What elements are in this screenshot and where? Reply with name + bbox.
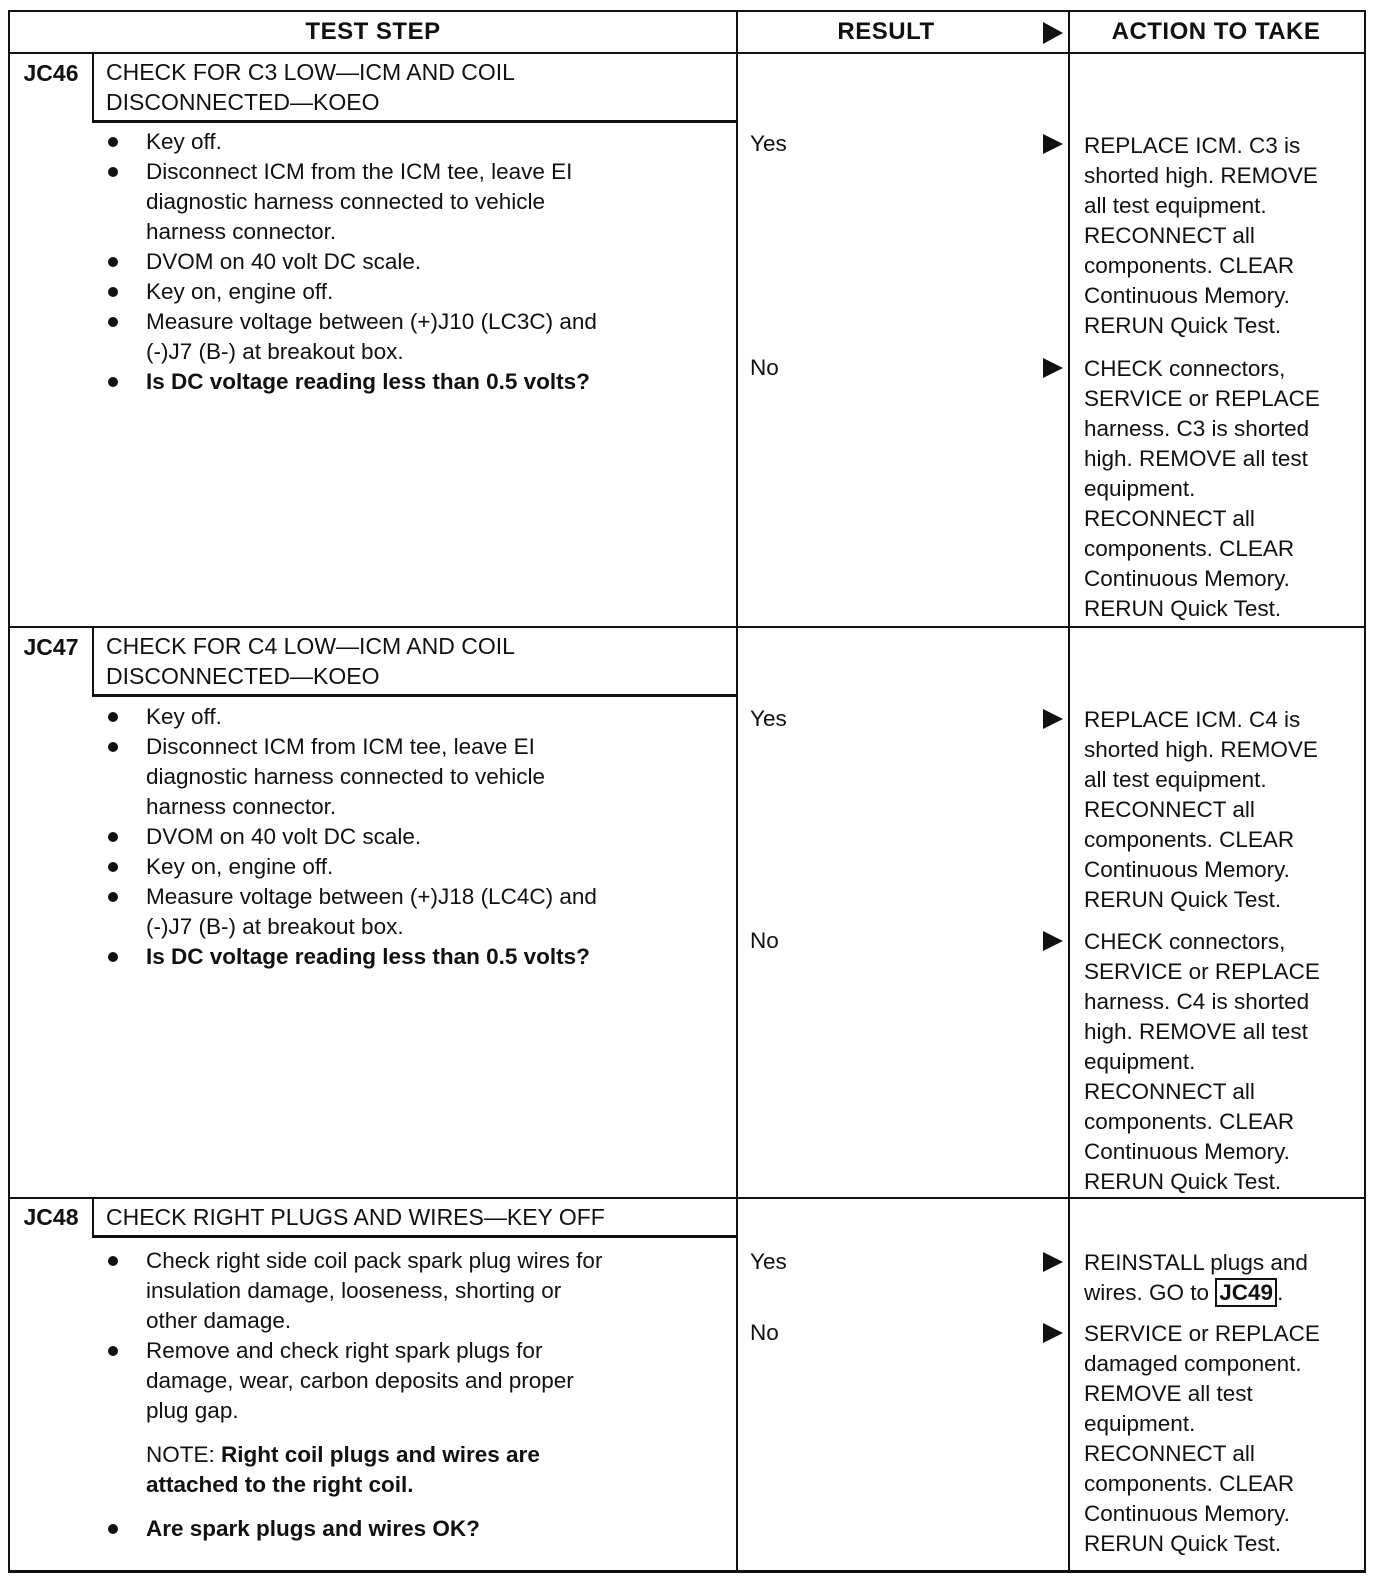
arrow-icon bbox=[1043, 931, 1063, 951]
diagnostic-table bbox=[8, 10, 1366, 1573]
arrow-icon bbox=[1043, 1323, 1063, 1343]
step-reference-link[interactable]: JC49 bbox=[1215, 1278, 1277, 1307]
step-id: JC48 bbox=[23, 1204, 79, 1230]
step-id: JC47 bbox=[23, 634, 79, 660]
result-yes: Yes bbox=[750, 1249, 787, 1274]
bullet-item: Disconnect ICM from ICM tee, leave EI diagnostic harness connected to vehicle harness connector. bbox=[104, 732, 734, 822]
bullet-item: Key off. bbox=[104, 702, 734, 732]
header-test-step: TEST STEP bbox=[305, 18, 441, 45]
arrow-icon bbox=[1043, 134, 1063, 154]
step-id: JC46 bbox=[23, 60, 79, 86]
bullet-item: Check right side coil pack spark plug wires for insulation damage, looseness, shorting or other damage. bbox=[104, 1246, 734, 1336]
bullet-item: Disconnect ICM from the ICM tee, leave EI diagnostic harness connected to vehicle harness connector. bbox=[104, 157, 734, 247]
step-title: CHECK RIGHT PLUGS AND WIRES—KEY OFF bbox=[106, 1204, 605, 1230]
bullet-item: Remove and check right spark plugs for damage, wear, carbon deposits and proper plug gap. bbox=[104, 1336, 734, 1426]
action-yes: REPLACE ICM. C3 is shorted high. REMOVE all test equipment. RECONNECT all components. CLEAR Continuous Memory. RERUN Quick Test. bbox=[1084, 133, 1318, 338]
bullet-icon bbox=[108, 317, 118, 327]
bullet-question: Is DC voltage reading less than 0.5 volts? bbox=[104, 367, 734, 397]
bullet-icon bbox=[108, 167, 118, 177]
arrow-icon bbox=[1043, 358, 1063, 378]
bullet-item: Key on, engine off. bbox=[104, 852, 734, 882]
step-title: CHECK FOR C3 LOW—ICM AND COIL DISCONNECTED—KOEO bbox=[106, 59, 515, 115]
bullet-item: Key on, engine off. bbox=[104, 277, 734, 307]
bullet-icon bbox=[108, 952, 118, 962]
result-no: No bbox=[750, 355, 779, 380]
bullet-icon bbox=[108, 892, 118, 902]
bullet-icon bbox=[108, 832, 118, 842]
bullet-item: Measure voltage between (+)J18 (LC4C) and (-)J7 (B-) at breakout box. bbox=[104, 882, 734, 942]
arrow-icon bbox=[1043, 709, 1063, 729]
bullet-icon bbox=[108, 377, 118, 387]
bullet-question: Are spark plugs and wires OK? bbox=[104, 1514, 734, 1544]
step-title: CHECK FOR C4 LOW—ICM AND COIL DISCONNECTED—KOEO bbox=[106, 633, 515, 689]
step-instructions bbox=[104, 702, 734, 972]
bullet-icon bbox=[108, 287, 118, 297]
bullet-item: DVOM on 40 volt DC scale. bbox=[104, 247, 734, 277]
step-instructions bbox=[104, 1246, 734, 1544]
result-no: No bbox=[750, 928, 779, 953]
result-yes: Yes bbox=[750, 706, 787, 731]
action-no: CHECK connectors, SERVICE or REPLACE harness. C4 is shorted high. REMOVE all test equipment. RECONNECT all components. CLEAR Continuous Memory. RERUN Quick Test. bbox=[1084, 929, 1320, 1194]
arrow-icon bbox=[1043, 1252, 1063, 1272]
bullet-icon bbox=[108, 862, 118, 872]
bullet-icon bbox=[108, 1256, 118, 1266]
action-yes: REPLACE ICM. C4 is shorted high. REMOVE all test equipment. RECONNECT all components. CLEAR Continuous Memory. RERUN Quick Test. bbox=[1084, 707, 1318, 912]
bullet-icon bbox=[108, 712, 118, 722]
bullet-icon bbox=[108, 257, 118, 267]
bullet-item: DVOM on 40 volt DC scale. bbox=[104, 822, 734, 852]
result-yes: Yes bbox=[750, 131, 787, 156]
note: NOTE: Right coil plugs and wires are attached to the right coil. bbox=[146, 1442, 540, 1497]
action-yes: REINSTALL plugs and wires. GO to JC49 . bbox=[1084, 1250, 1308, 1305]
step-instructions bbox=[104, 127, 734, 397]
bullet-icon bbox=[108, 137, 118, 147]
result-no: No bbox=[750, 1320, 779, 1345]
header-arrow-icon bbox=[1043, 22, 1063, 44]
action-no: CHECK connectors, SERVICE or REPLACE harness. C3 is shorted high. REMOVE all test equipment. RECONNECT all components. CLEAR Continuous Memory. RERUN Quick Test. bbox=[1084, 356, 1320, 621]
bullet-item: Measure voltage between (+)J10 (LC3C) and (-)J7 (B-) at breakout box. bbox=[104, 307, 734, 367]
action-no: SERVICE or REPLACE damaged component. REMOVE all test equipment. RECONNECT all components. CLEAR Continuous Memory. RERUN Quick Test. bbox=[1084, 1321, 1320, 1556]
bullet-icon bbox=[108, 1346, 118, 1356]
bullet-question: Is DC voltage reading less than 0.5 volts? bbox=[104, 942, 734, 972]
bullet-icon bbox=[108, 742, 118, 752]
header-action: ACTION TO TAKE bbox=[1111, 18, 1321, 45]
bullet-icon bbox=[108, 1524, 118, 1534]
bullet-item: Key off. bbox=[104, 127, 734, 157]
header-result: RESULT bbox=[837, 18, 935, 45]
